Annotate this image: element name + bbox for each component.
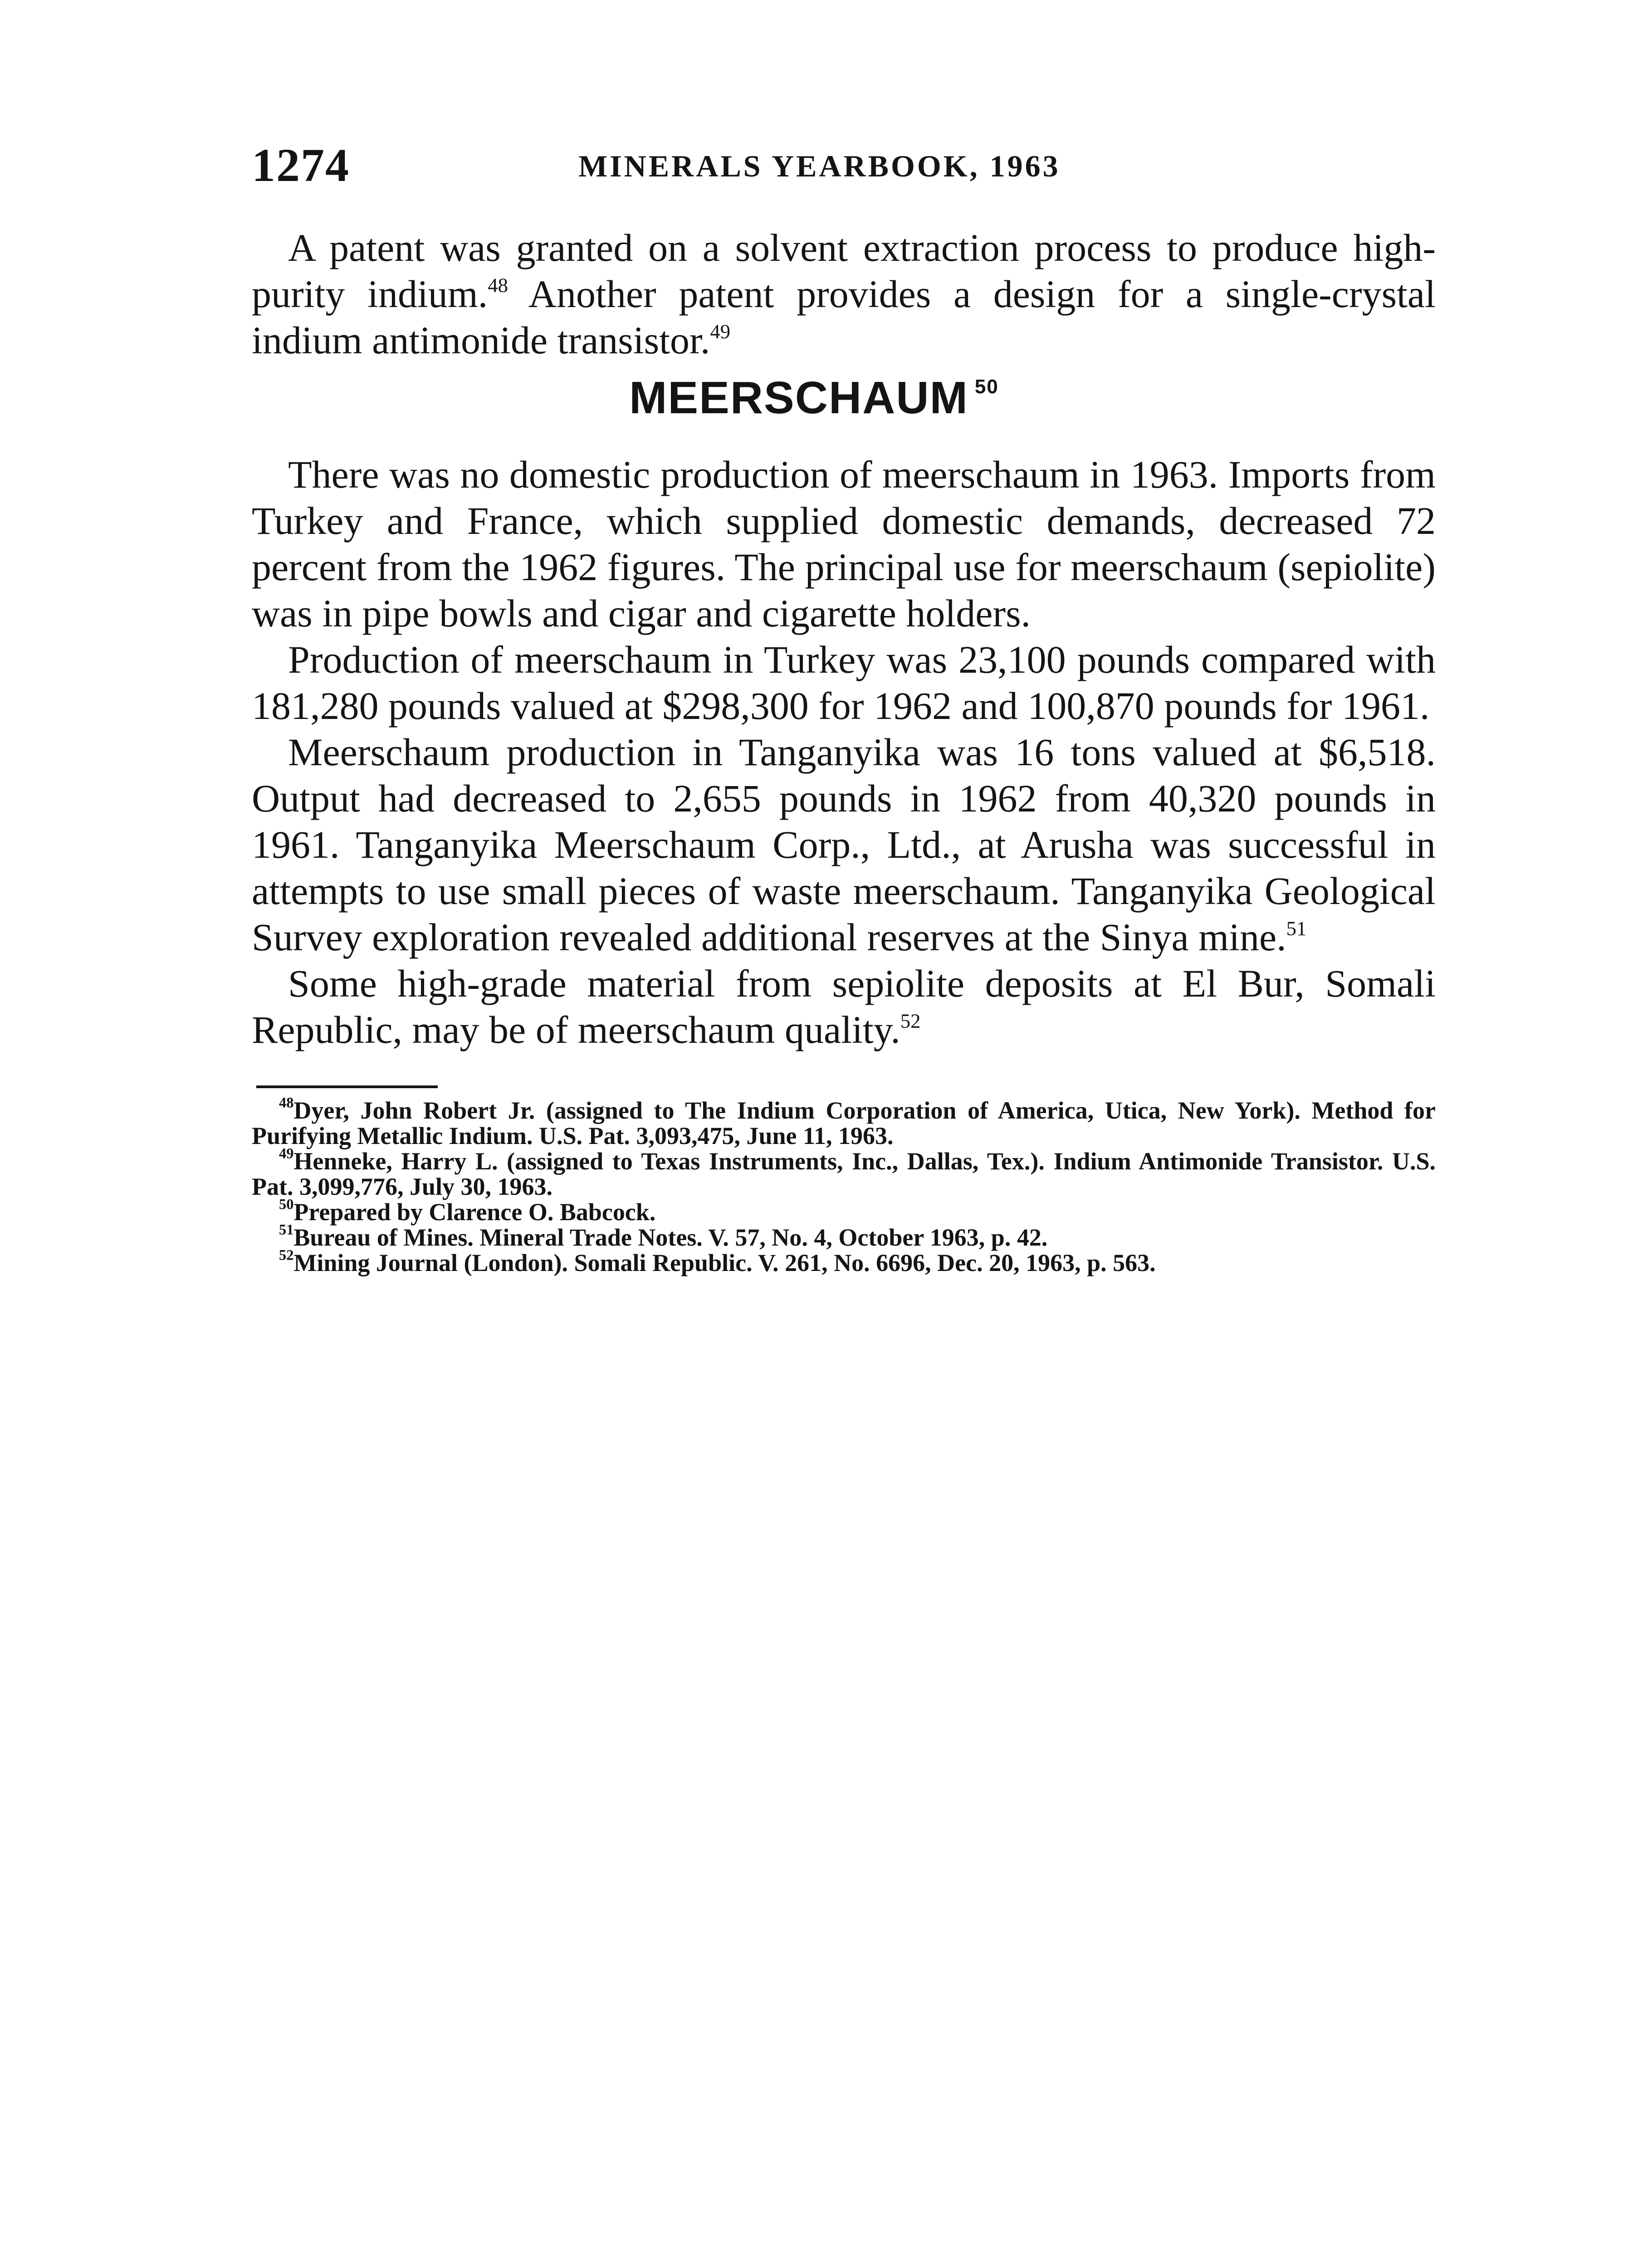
running-title: MINERALS YEARBOOK, 1963 bbox=[578, 149, 1061, 183]
footnote-mark: 50 bbox=[279, 1196, 294, 1213]
footnote-text: Prepared by Clarence O. Babcock. bbox=[293, 1198, 656, 1226]
intro-paragraph bbox=[252, 225, 1436, 363]
footnote-ref-48: 48 bbox=[488, 274, 508, 297]
footnote-ref-49: 49 bbox=[710, 320, 731, 343]
footnote-mark: 52 bbox=[279, 1247, 294, 1264]
footnote-ref-52: 52 bbox=[900, 1009, 921, 1032]
paragraph-tanganyika bbox=[252, 729, 1436, 960]
footnote-text: Henneke, Harry L. (assigned to Texas Instruments, Inc., Dallas, Tex.). Indium Antimonide Transistor. U.S. Pat. 3,099,776, July 30, 1963. bbox=[252, 1148, 1436, 1200]
footnote-text: Mining Journal (London). Somali Republic. V. 261, No. 6696, Dec. 20, 1963, p. 563. bbox=[293, 1249, 1156, 1276]
footnote-divider bbox=[256, 1085, 438, 1088]
page-number: 1274 bbox=[252, 139, 350, 191]
footnote-mark: 51 bbox=[279, 1222, 294, 1238]
footnote bbox=[252, 1095, 1436, 1149]
footnote-ref-50: 50 bbox=[974, 376, 999, 398]
intro-text-b: Another patent provides a design for a single-crystal indium antimonide transistor. bbox=[252, 272, 1436, 362]
footnote bbox=[252, 1247, 1436, 1276]
footnote-ref-51: 51 bbox=[1286, 917, 1307, 940]
section-heading bbox=[0, 372, 1628, 424]
section-title: MEERSCHAUM bbox=[629, 372, 968, 423]
paragraph-domestic: There was no domestic production of meerschaum in 1963. Imports from Turkey and France, which supplied domestic demands, decreased 72 percent from the 1962 figures. The principal use for meerschaum (sepiolite) was in pipe bowls and cigar and cigarette holders. bbox=[252, 453, 1436, 635]
intro-paragraph-block bbox=[252, 225, 1436, 363]
paragraph-somali bbox=[252, 960, 1436, 1053]
page-header bbox=[252, 138, 1449, 191]
paragraph-somali-text: Some high-grade material from sepiolite deposits at El Bur, Somali Republic, may be of meerschaum quality. bbox=[252, 962, 1436, 1051]
footnotes bbox=[252, 1095, 1436, 1276]
paragraph-tanganyika-text: Meerschaum production in Tanganyika was 16 tons valued at $6,518. Output had decreased to 2,655 pounds in 1962 from 40,320 pounds in 1961. Tanganyika Meerschaum Corp., Ltd., at Arusha was successful in attempts to use small pieces of waste meerschaum. Tanganyika Geological Survey exploration revealed additional reserves at the Sinya mine. bbox=[252, 730, 1436, 959]
footnote-text: Dyer, John Robert Jr. (assigned to The Indium Corporation of America, Utica, New York). Method for Purifying Metallic Indium. U.S. Pat. 3,093,475, June 11, 1963. bbox=[252, 1097, 1436, 1149]
footnote bbox=[252, 1222, 1436, 1251]
footnote bbox=[252, 1196, 1436, 1226]
footnote-text: Bureau of Mines. Mineral Trade Notes. V. 57, No. 4, October 1963, p. 42. bbox=[293, 1224, 1048, 1251]
footnote-mark: 49 bbox=[279, 1145, 294, 1162]
footnote-mark: 48 bbox=[279, 1095, 294, 1111]
section-body bbox=[252, 451, 1436, 1053]
paragraph-turkey: Production of meerschaum in Turkey was 23,100 pounds compared with 181,280 pounds valued at $298,300 for 1962 and 100,870 pounds for 1961. bbox=[252, 638, 1436, 728]
intro-text-a: A patent was granted on a solvent extraction process to produce high-purity indium. bbox=[252, 226, 1436, 316]
footnote bbox=[252, 1145, 1436, 1200]
